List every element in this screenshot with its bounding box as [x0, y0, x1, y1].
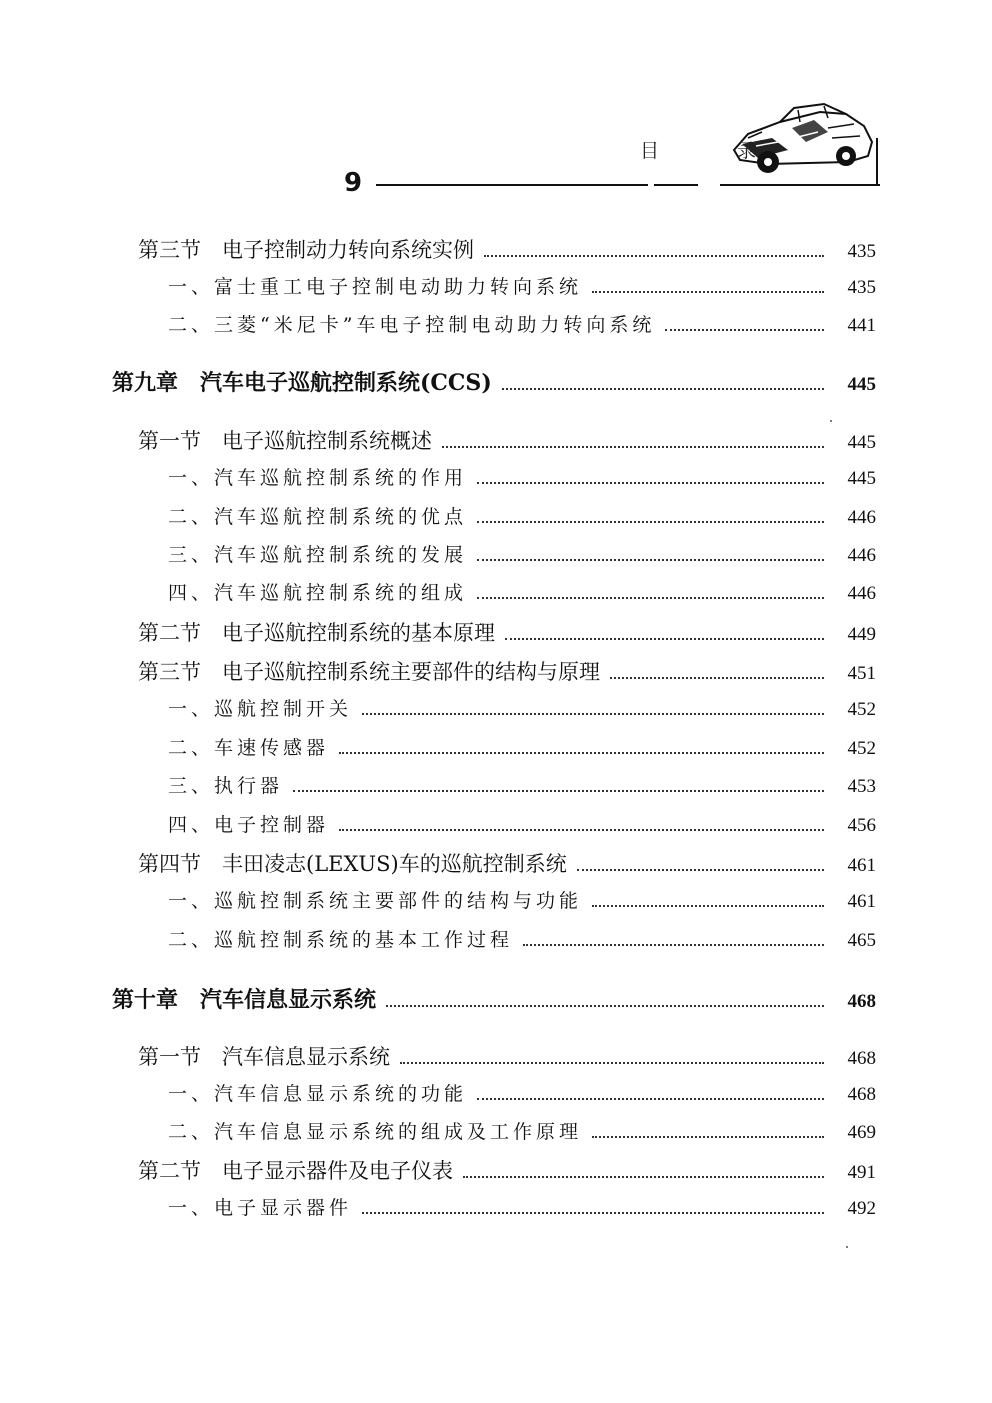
- dot-leader: [400, 1061, 824, 1064]
- toc-item: [168, 886, 876, 913]
- dot-leader: [665, 328, 824, 331]
- toc-item: [168, 310, 876, 337]
- toc-page-number: 435: [847, 241, 876, 262]
- toc-page-number: 491: [847, 1162, 876, 1183]
- toc-page-number: 445: [847, 374, 876, 395]
- toc-label: 三、执行器: [168, 775, 284, 797]
- dot-leader: [362, 1211, 824, 1214]
- page-number: 9: [344, 168, 363, 198]
- dot-leader: [477, 481, 824, 484]
- toc-label: 第九章 汽车电子巡航控制系统(CCS): [112, 370, 492, 396]
- toc-section: [138, 848, 876, 878]
- toc-page-number: 449: [847, 624, 876, 645]
- toc-item: [168, 1117, 876, 1144]
- toc-page-number: 445: [847, 432, 876, 453]
- dot-leader: [339, 828, 824, 831]
- toc-label: 二、三菱“米尼卡”车电子控制电动助力转向系统: [168, 314, 656, 336]
- toc-page-number: 465: [847, 930, 876, 951]
- toc-label: 第二节 电子巡航控制系统的基本原理: [138, 621, 495, 645]
- toc-label: 一、巡航控制系统主要部件的结构与功能: [168, 890, 583, 912]
- toc-label: 一、汽车信息显示系统的功能: [168, 1083, 468, 1105]
- toc-item: [168, 1079, 876, 1106]
- toc-page-number: 492: [847, 1198, 876, 1219]
- toc-label: 第二节 电子显示器件及电子仪表: [138, 1159, 453, 1183]
- page-header-title: 目 录: [640, 140, 793, 162]
- toc-item: [168, 540, 876, 567]
- dot-leader: [477, 596, 824, 599]
- toc-label: 四、电子控制器: [168, 814, 330, 836]
- dot-leader: [610, 676, 824, 679]
- toc-item: [168, 1193, 876, 1220]
- toc-label: 一、巡航控制开关: [168, 698, 353, 720]
- dot-leader: [477, 1097, 824, 1100]
- toc-label: 一、电子显示器件: [168, 1197, 353, 1219]
- toc-item: [168, 810, 876, 837]
- toc-label: 一、富士重工电子控制电动助力转向系统: [168, 276, 583, 298]
- toc-page-number: 445: [847, 468, 876, 489]
- toc-page-number: 461: [847, 891, 876, 912]
- toc-label: 四、汽车巡航控制系统的组成: [168, 582, 468, 604]
- dot-leader: [339, 751, 824, 754]
- toc-page-number: 468: [847, 1084, 876, 1105]
- toc-page-number: 446: [847, 507, 876, 528]
- dot-leader: [502, 387, 824, 390]
- dot-leader: [362, 712, 824, 715]
- toc-item: [168, 463, 876, 490]
- dot-leader: [293, 789, 824, 792]
- toc-page-number: 446: [847, 583, 876, 604]
- toc-label: 二、汽车巡航控制系统的优点: [168, 506, 468, 528]
- toc-page-number: 456: [847, 815, 876, 836]
- toc-label: 第三节 电子巡航控制系统主要部件的结构与原理: [138, 660, 600, 684]
- dot-leader: [484, 254, 824, 257]
- toc-page-number: 468: [847, 1048, 876, 1069]
- toc-section: [138, 1041, 876, 1071]
- dot-leader: [505, 637, 824, 640]
- toc-label: 第一节 电子巡航控制系统概述: [138, 429, 432, 453]
- dot-leader: [442, 445, 824, 448]
- dot-leader: [592, 904, 824, 907]
- toc-chapter: [112, 983, 876, 1014]
- toc-section: [138, 656, 876, 686]
- toc-item: [168, 502, 876, 529]
- dot-leader: [577, 868, 824, 871]
- toc-page-number: 446: [847, 545, 876, 566]
- dot-leader: [592, 1135, 824, 1138]
- toc-item: [168, 272, 876, 299]
- toc-section: [138, 234, 876, 264]
- toc-item: [168, 771, 876, 798]
- toc-label: 三、汽车巡航控制系统的发展: [168, 544, 468, 566]
- toc-label: 二、巡航控制系统的基本工作过程: [168, 929, 514, 951]
- toc-label: 第三节 电子控制动力转向系统实例: [138, 238, 474, 262]
- toc-page-number: 452: [847, 699, 876, 720]
- dot-leader: [477, 558, 824, 561]
- toc-item: [168, 694, 876, 721]
- scan-speck: [846, 1246, 848, 1248]
- toc-item: [168, 925, 876, 952]
- dot-leader: [592, 290, 824, 293]
- toc-page-number: 453: [847, 776, 876, 797]
- toc-page-number: 452: [847, 738, 876, 759]
- toc-section: [138, 617, 876, 647]
- scan-speck: [830, 420, 832, 422]
- toc-section: [138, 425, 876, 455]
- toc-section: [138, 1155, 876, 1185]
- toc-label: 第一节 汽车信息显示系统: [138, 1045, 390, 1069]
- toc-item: [168, 578, 876, 605]
- dot-leader: [477, 520, 824, 523]
- toc-page-number: 451: [847, 663, 876, 684]
- toc-chapter: [112, 366, 876, 397]
- toc-page-number: 441: [847, 315, 876, 336]
- toc-item: [168, 733, 876, 760]
- toc-label: 第十章 汽车信息显示系统: [112, 987, 377, 1013]
- toc-label: 二、车速传感器: [168, 737, 330, 759]
- toc-page-number: 469: [847, 1122, 876, 1143]
- toc-label: 第四节 丰田凌志(LEXUS)车的巡航控制系统: [138, 852, 567, 876]
- toc-label: 一、汽车巡航控制系统的作用: [168, 467, 468, 489]
- toc-label: 二、汽车信息显示系统的组成及工作原理: [168, 1121, 583, 1143]
- toc-page-number: 435: [847, 277, 876, 298]
- dot-leader: [386, 1004, 824, 1007]
- toc-page-number: 461: [847, 855, 876, 876]
- dot-leader: [463, 1175, 824, 1178]
- toc-page-number: 468: [847, 991, 876, 1012]
- dot-leader: [523, 943, 824, 946]
